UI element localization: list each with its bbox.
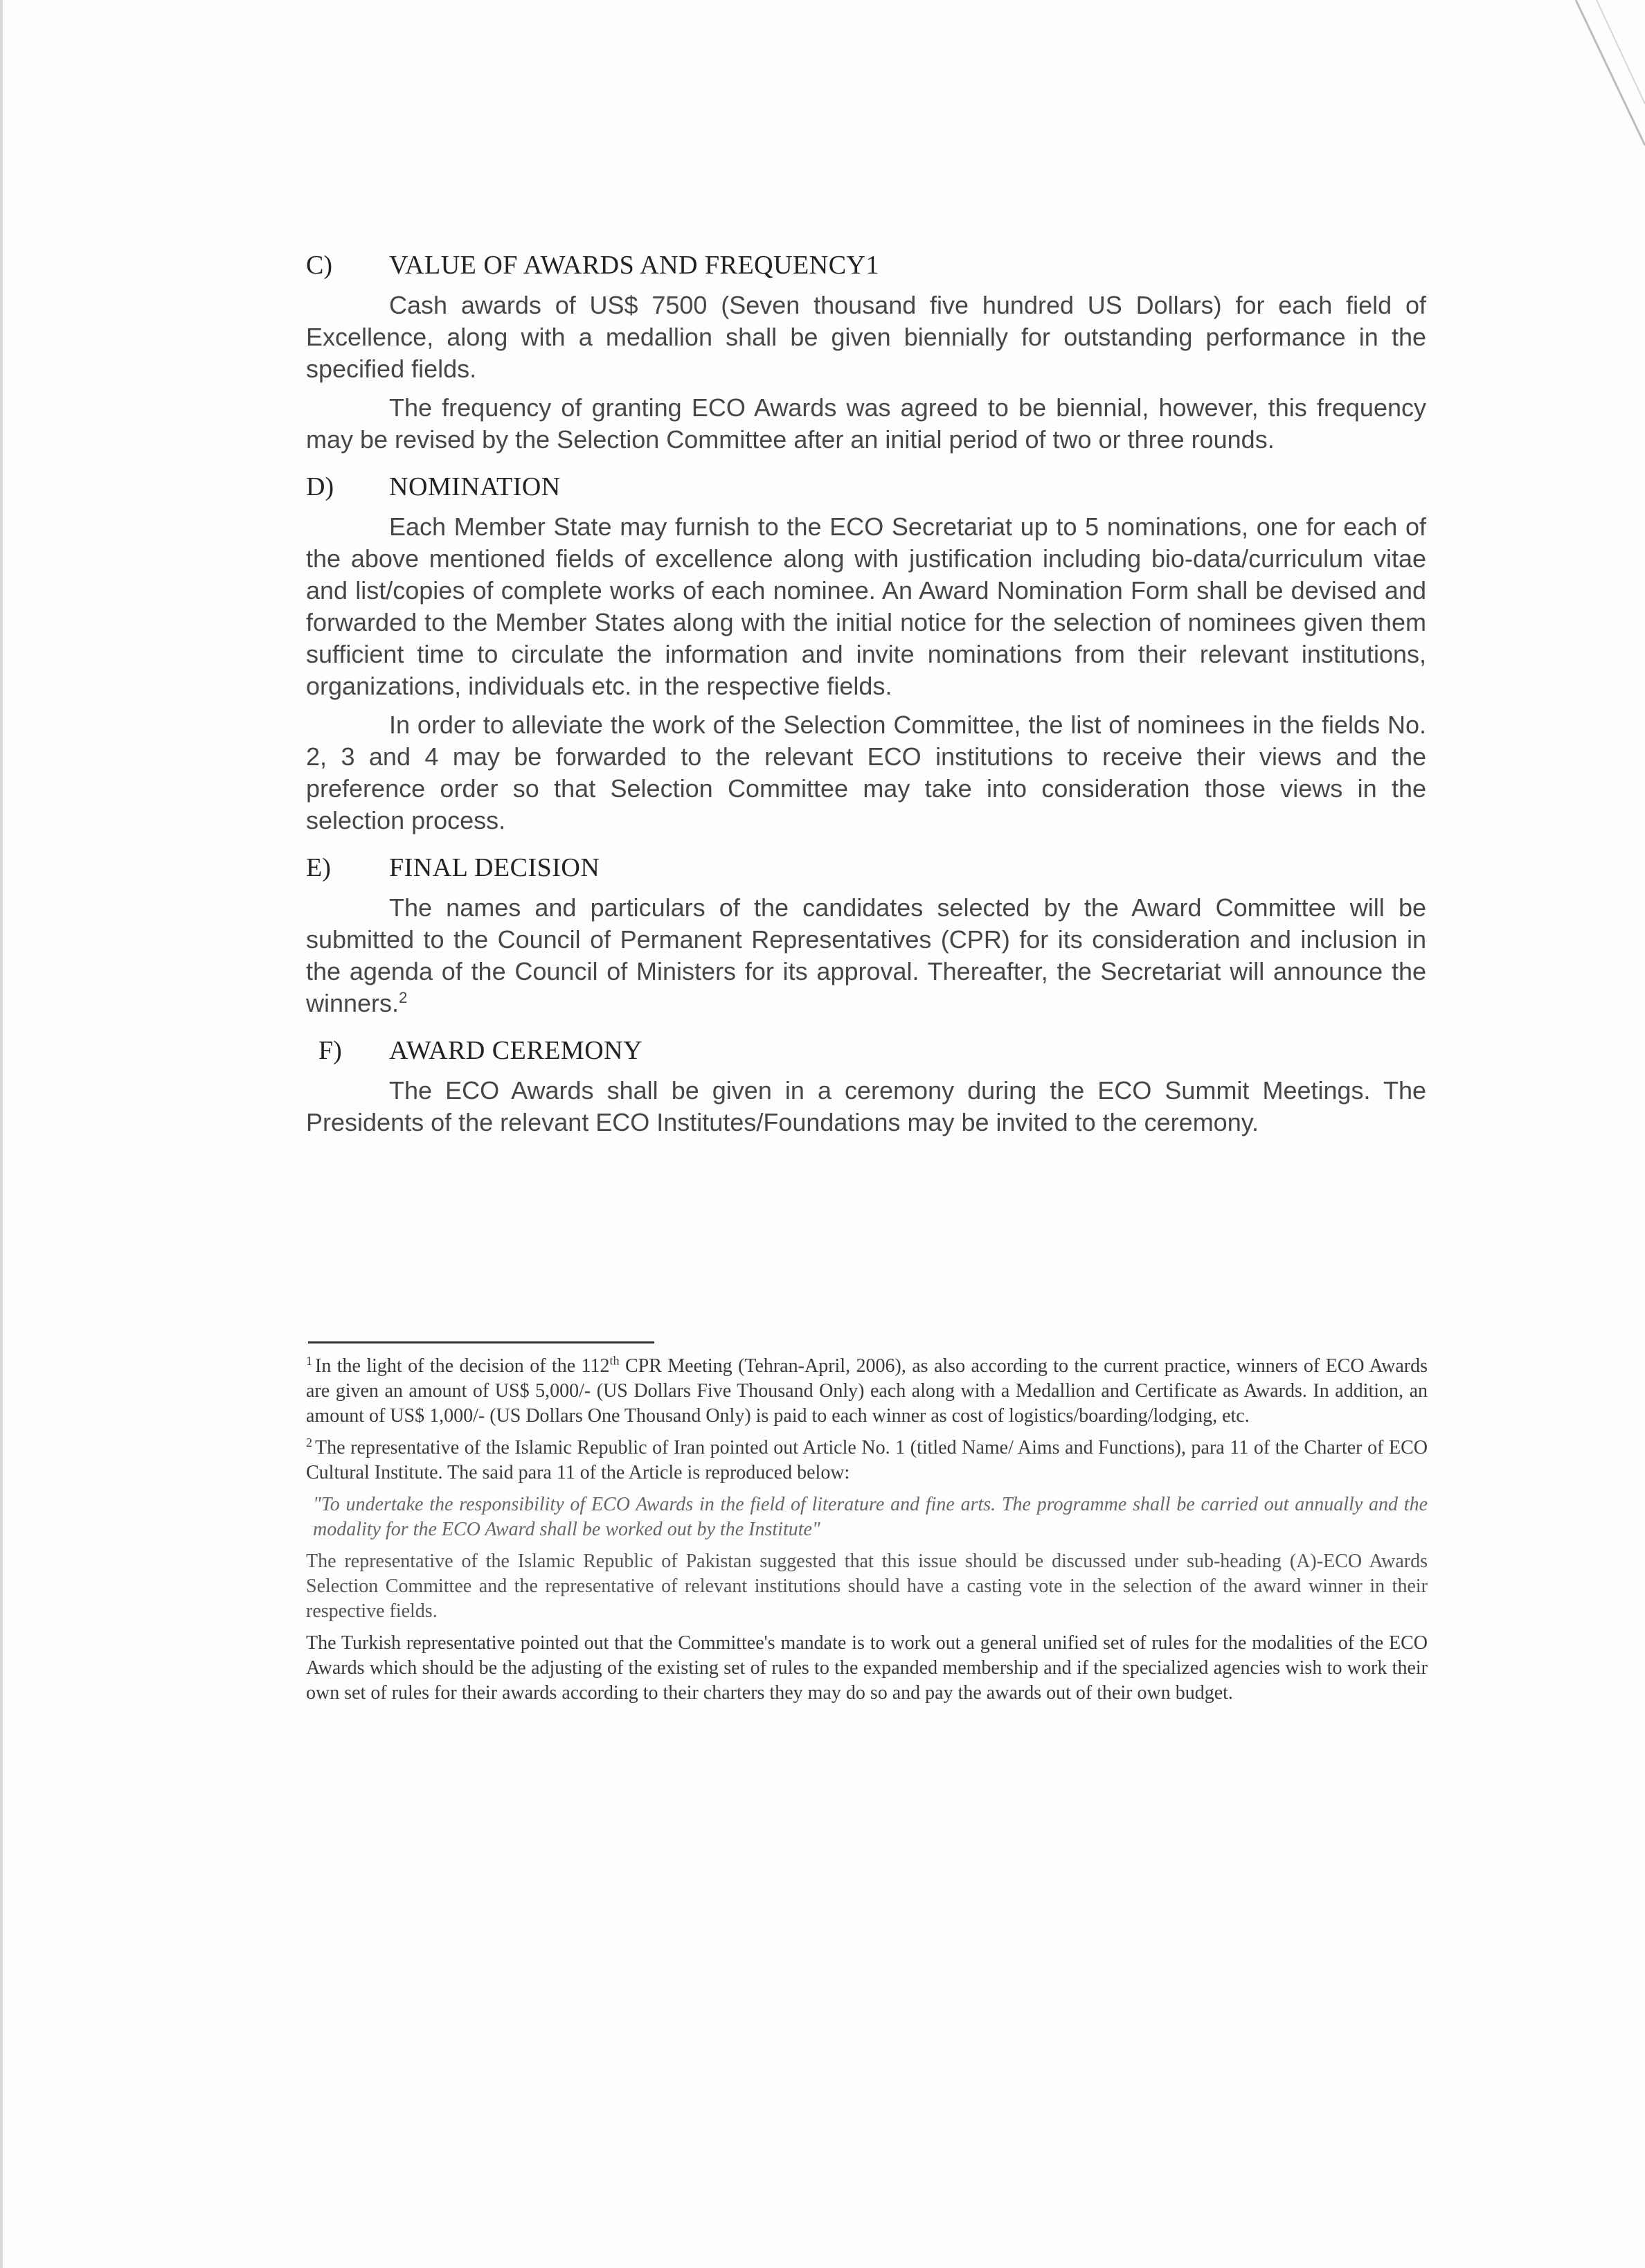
paragraph-text: The names and particulars of the candidates selected by the Award Committee will be submitted to the Council of Permanent Representatives (CPR) for its consideration and inclusion in the agenda of the Council of Ministers for its approval. Thereafter, the Secretariat will announce the winners. <box>306 893 1426 1017</box>
footnote-quote: "To undertake the responsibility of ECO Awards in the field of literature and fine arts. The programme shall be carried out annually and the modality for the ECO Award shall be worked out by the Institute" <box>313 1494 1428 1540</box>
section-value-of-awards <box>306 249 1426 456</box>
footnote-text: In the light of the decision of the 112 <box>315 1355 610 1377</box>
section-award-ceremony <box>306 1035 1426 1139</box>
section-heading <box>306 471 1426 508</box>
section-letter: C) <box>306 251 332 280</box>
section-final-decision <box>306 852 1426 1019</box>
paragraph: The frequency of granting ECO Awards was agreed to be biennial, however, this frequency may be revised by the Selection Committee after an initial period of two or three rounds. <box>306 393 1426 454</box>
section-heading <box>306 852 1426 889</box>
section-title: FINAL DECISION <box>389 853 600 882</box>
paragraph: Cash awards of US$ 7500 (Seven thousand five hundred US Dollars) for each field of Excellence, along with a medallion shall be given biennially for outstanding performance in the specified fields. <box>306 291 1426 383</box>
scan-edge-shadow <box>0 0 3 2268</box>
paragraph: The ECO Awards shall be given in a ceremony during the ECO Summit Meetings. The Presidents of the relevant ECO Institutes/Foundations may be invited to the ceremony. <box>306 1076 1426 1136</box>
paragraph: In order to alleviate the work of the Selection Committee, the list of nominees in the fields No. 2, 3 and 4 may be forwarded to the relevant ECO institutions to receive their views and the preference order so that Selection Committee may take into consideration those views in the selection process. <box>306 711 1426 834</box>
footnotes <box>306 1354 1428 1713</box>
footnote-text: CPR Meeting (Tehran-April, 2006), as also according to the current practice, winners of ECO Awards are given an amount of US$ 5,000/- (US Dollars Five Thousand Only) each along with a Medallion and Certificate as Awards. In addition, an amount of US$ 1,000/- (US Dollars One Thousand Only) is paid to each winner as cost of logistics/boarding/lodging, etc. <box>306 1355 1428 1427</box>
section-heading <box>306 249 1426 287</box>
footnote-text: The representative of the Islamic Republic of Iran pointed out Article No. 1 (titled Name/ Aims and Functions), para 11 of the Charter of ECO Cultural Institute. The said para 11 of the Article is reproduced below: <box>306 1437 1428 1483</box>
footnote-mark: 1 <box>306 1353 312 1368</box>
section-title: AWARD CEREMONY <box>389 1036 643 1065</box>
paragraph: Each Member State may furnish to the ECO Secretariat up to 5 nominations, one for each of the above mentioned fields of excellence along with justification including bio-data/curriculum vitae and list/copies of complete works of each nominee. An Award Nomination Form shall be devised and forwarded to the Member States along with the initial notice for the selection of nominees given them sufficient time to circulate the information and invite nominations from their relevant institutions, organizations, individuals etc. in the respective fields. <box>306 512 1426 700</box>
section-title: NOMINATION <box>389 472 561 501</box>
ordinal-suffix: th <box>609 1353 620 1368</box>
footnote-separator <box>308 1341 654 1343</box>
footnote-reference: 2 <box>399 989 408 1006</box>
footnote-turkish: The Turkish representative pointed out that the Committee's mandate is to work out a general unified set of rules for the modalities of the ECO Awards which should be the adjusting of the existing set of rules to the expanded membership and if the specialized agencies wish to work their own set of rules for their awards according to their charters they may do so and pay the awards out of their own budget. <box>306 1632 1428 1704</box>
section-title: VALUE OF AWARDS AND FREQUENCY1 <box>389 251 879 280</box>
scan-corner-fold <box>1569 0 1645 159</box>
section-nomination <box>306 471 1426 837</box>
section-letter: E) <box>306 853 331 882</box>
section-letter: D) <box>306 472 334 501</box>
section-letter: F) <box>318 1036 342 1065</box>
footnote-mark: 2 <box>306 1435 312 1449</box>
paragraph <box>306 892 1426 1019</box>
footnote-pakistan: The representative of the Islamic Republic of Pakistan suggested that this issue should be discussed under sub-heading (A)-ECO Awards Selection Committee and the representative of relevant institutions should have a casting vote in the selection of the award winner in their respective fields. <box>306 1551 1428 1622</box>
document-body <box>306 249 1426 1154</box>
footnote-2 <box>306 1436 1428 1485</box>
section-heading <box>306 1035 1426 1072</box>
footnote-1 <box>306 1354 1428 1429</box>
